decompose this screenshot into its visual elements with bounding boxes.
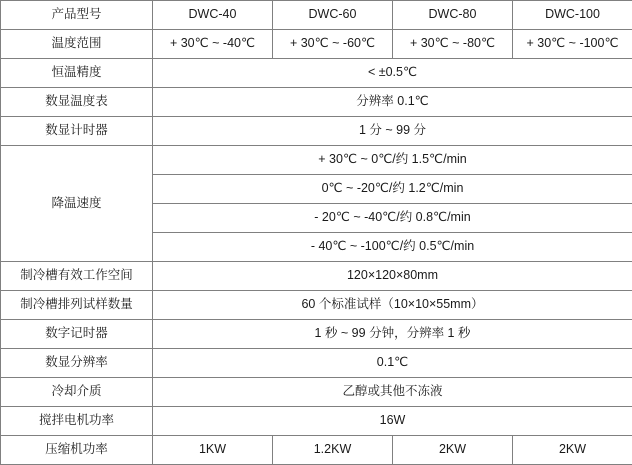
table-cell <box>273 30 393 59</box>
row-label-text: 降温速度 <box>1 192 152 216</box>
table-cell <box>153 320 632 349</box>
table-cell <box>153 436 273 465</box>
row-label <box>1 407 153 436</box>
table-row <box>1 407 632 436</box>
row-label-text: 冷却介质 <box>1 380 152 404</box>
cell-text: - 20℃ ~ -40℃/约 0.8℃/min <box>153 206 632 230</box>
cell-text: 1 分 ~ 99 分 <box>153 119 632 143</box>
table-row <box>1 59 632 88</box>
row-label <box>1 349 153 378</box>
table-cell <box>153 233 632 262</box>
cell-text: 60 个标准试样（10×10×55mm） <box>153 293 632 317</box>
table-cell <box>153 262 632 291</box>
table-cell <box>513 30 632 59</box>
cell-text: 0.1℃ <box>153 351 632 375</box>
cell-text: 0℃ ~ -20℃/约 1.2℃/min <box>153 177 632 201</box>
cell-text: + 30℃ ~ -60℃ <box>273 32 392 56</box>
row-label-text: 制冷槽排列试样数量 <box>1 293 152 317</box>
cell-text: 120×120×80mm <box>153 264 632 288</box>
cell-text: - 40℃ ~ -100℃/约 0.5℃/min <box>153 235 632 259</box>
table-cell <box>153 88 632 117</box>
cell-text: 2KW <box>393 438 512 462</box>
table-row <box>1 1 632 30</box>
table-cell <box>153 378 632 407</box>
row-label-text: 压缩机功率 <box>1 438 152 462</box>
row-label-text: 温度范围 <box>1 32 152 56</box>
row-label <box>1 88 153 117</box>
table-cell <box>153 117 632 146</box>
table-cell <box>153 407 632 436</box>
row-label-text: 搅拌电机功率 <box>1 409 152 433</box>
table-cell <box>153 146 632 175</box>
row-label <box>1 1 153 30</box>
cell-text: + 30℃ ~ -40℃ <box>153 32 272 56</box>
row-label-text: 数显温度表 <box>1 90 152 114</box>
cell-text: 2KW <box>513 438 632 462</box>
table-body <box>1 1 632 465</box>
row-label-text: 数显计时器 <box>1 119 152 143</box>
cell-text: 分辨率 0.1℃ <box>153 90 632 114</box>
table-cell <box>153 204 632 233</box>
table-cell <box>393 30 513 59</box>
row-label <box>1 436 153 465</box>
table-cell <box>393 1 513 30</box>
cell-text: DWC-100 <box>513 3 632 27</box>
table-row <box>1 378 632 407</box>
table-row <box>1 436 632 465</box>
row-label <box>1 146 153 262</box>
row-label-text: 制冷槽有效工作空间 <box>1 264 152 288</box>
row-label <box>1 30 153 59</box>
table-cell <box>153 291 632 320</box>
table-cell <box>273 1 393 30</box>
row-label-text: 数字记时器 <box>1 322 152 346</box>
row-label-text: 恒温精度 <box>1 61 152 85</box>
table-row <box>1 320 632 349</box>
table-cell <box>153 175 632 204</box>
table-row <box>1 117 632 146</box>
cell-text: < ±0.5℃ <box>153 61 632 85</box>
row-label <box>1 59 153 88</box>
row-label <box>1 262 153 291</box>
cell-text: DWC-80 <box>393 3 512 27</box>
cell-text: 16W <box>153 409 632 433</box>
table-cell <box>153 1 273 30</box>
table-row <box>1 262 632 291</box>
cell-text: + 30℃ ~ 0℃/约 1.5℃/min <box>153 148 632 172</box>
cell-text: + 30℃ ~ -100℃ <box>513 32 632 56</box>
table-cell <box>513 436 632 465</box>
cell-text: DWC-60 <box>273 3 392 27</box>
row-label <box>1 117 153 146</box>
row-label-text: 数显分辨率 <box>1 351 152 375</box>
table-row <box>1 88 632 117</box>
cell-text: 1.2KW <box>273 438 392 462</box>
table-cell <box>273 436 393 465</box>
table-cell <box>153 30 273 59</box>
table-cell <box>153 59 632 88</box>
cell-text: 乙醇或其他不冻液 <box>153 380 632 404</box>
table-cell <box>153 349 632 378</box>
table-row <box>1 30 632 59</box>
cell-text: DWC-40 <box>153 3 272 27</box>
row-label <box>1 320 153 349</box>
cell-text: 1 秒 ~ 99 分钟，分辨率 1 秒 <box>153 322 632 346</box>
table-row <box>1 291 632 320</box>
table-row <box>1 349 632 378</box>
table-row <box>1 146 632 175</box>
row-label <box>1 378 153 407</box>
row-label <box>1 291 153 320</box>
cell-text: + 30℃ ~ -80℃ <box>393 32 512 56</box>
cell-text: 1KW <box>153 438 272 462</box>
table-cell <box>513 1 632 30</box>
row-label-text: 产品型号 <box>1 3 152 27</box>
table-cell <box>393 436 513 465</box>
